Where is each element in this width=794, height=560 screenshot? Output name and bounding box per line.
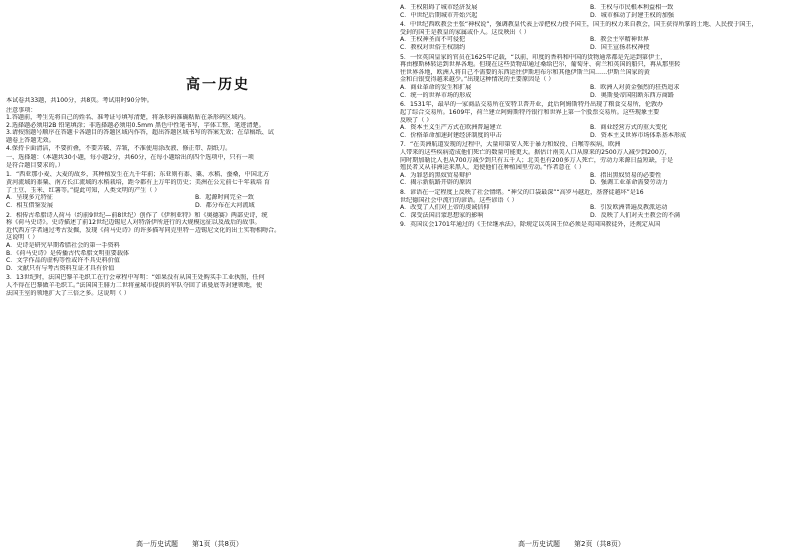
notice-4: 4.保持卡面清洁，不要折叠，不要弄破、弄皱，不准使用涂改液、修正带、刮纸刀。 [6, 144, 232, 152]
q7-line: 殖民者又从非洲运来黑人，追使他们在种植园里劳动。”作者意在（ ） [400, 164, 585, 172]
q3-options-row [400, 12, 788, 20]
q7-line: 人带来的这些疾病造成他们死亡的数量可能更大。据估计南美人口从原来的2500万人减少到200万， [400, 148, 671, 156]
q6-option-d: D．资本主义世界市场体系基本形成 [590, 131, 687, 139]
q1-line: 了土豆、玉米、红薯等。”提此可知，人类文明的产生（ ） [6, 186, 161, 194]
q5-option-c: C．统一的世界市场的形成 [400, 91, 472, 99]
notice-3: 3.请按照题号顺序在答题卡各题目的答题区域内作答，超出答题区域书写的答案无效；在草稿纸、试 [6, 129, 274, 137]
q6-option-b: B．商业经营方式的重大变化 [590, 124, 668, 132]
q1-option-d: D．都分布在大河流域 [195, 201, 255, 209]
q2-option-c: C．文学作品的虚构等性或许不具史料价值 [6, 257, 120, 265]
q3-line: 人不得在巴黎做羊毛织工。”法国国王腓力二世将童城市提供的军队夺回了诺曼底等封建领地，使 [6, 282, 263, 290]
q7-option-c: C．揭示新航路开辟的原因 [400, 179, 472, 187]
q1-line: 黄河流域的黍粟、南方长江流域的水稻栽培，距今都有上万年的历史；美洲在公元前七千年栽培 育 [6, 179, 270, 187]
q6-option-a: A．资本主义生产方式在欧洲普遍建立 [400, 124, 502, 132]
q4-option-a: A．王权神圣而不可侵犯 [400, 36, 466, 44]
q4-line: 受封的国王是教皇的家属或仆人。这反映出（ ） [400, 28, 530, 36]
q3-line: 法国王室的领地扩大了三倍之多。这说明（ ） [6, 289, 130, 297]
q1-options-row [6, 194, 384, 202]
q8-option-b: B．引发欧洲普遍反教派运动 [590, 204, 668, 212]
q3-option-a: A．王权阻碍了城市经济发展 [400, 4, 478, 11]
right-page [400, 0, 778, 560]
q3-option-c: C．中世纪后期城市开始兴起 [400, 11, 478, 19]
page-footer: 高一历史试题 第2页（共8页） [518, 540, 625, 548]
left-page [6, 0, 384, 560]
q4-options-row [400, 36, 788, 44]
q3-option-d: D．城市推动了封建王权的加强 [590, 11, 674, 19]
q1-option-b: B．起源时间完全一致 [195, 194, 255, 202]
q8-option-d: D．反映了人们对天主教会的不满 [590, 211, 681, 219]
q6-option-c: C．价格革命加速封建经济制度的申击 [400, 131, 502, 139]
q4-option-c: C．教权对世俗王权制约 [400, 44, 466, 52]
q2-option-a: A．史诗是研究早期希腊社会的第一手资料 [6, 241, 120, 249]
q6-options-row [400, 124, 788, 132]
q6-line: 6．1531年，最早的一家商品交易所在安特卫普开业，此后阿姆斯特丹出现了粮食交易所，伦敦办 [400, 101, 664, 109]
q5-options-row [400, 92, 788, 100]
q1-options-row [6, 202, 384, 210]
exam-info: 本试卷共33题，共100分，共8页。考试用时90分钟。 [6, 97, 153, 104]
q8-option-a: A．改变了人们对上帝的虔诚信仰 [400, 204, 490, 212]
q5-option-a: A．商业革命的发生和扩展 [400, 84, 472, 92]
q5-option-d: D．奥斯曼帝国阻断东西方商路 [590, 91, 674, 99]
q2-line: 称《荷马史诗》。史诗描述了前12世纪迈锡尼人对特洛伊所进行的大规模远征以及战后的故事。 [6, 219, 261, 227]
section-heading: 一、选择题：（本题共30小题，每小题2分，共60分，在每小题给出的四个选项中，只有一项 [6, 154, 254, 162]
q3-line: 3．13世纪时，法国巴黎羊毛织工在行会章程中写明：“如果没有从国王处购买手工业执照，任何 [6, 274, 265, 282]
q6-line: 反映了（ ） [400, 116, 433, 124]
q7-option-d: D．强调工业革命需要劳动力 [590, 179, 668, 187]
q7-options-row [400, 179, 788, 187]
q3-option-b: B．王权与市民根本利益相一致 [590, 4, 674, 11]
q7-option-b: B．指出黑奴贸易的必要性 [590, 171, 662, 179]
q8-options-row [400, 204, 788, 212]
section-heading-cont: 是符合题目要求的。） [6, 161, 64, 169]
q8-line: 世纪德国社会中流行的谚语。这些谚语（ ） [400, 196, 518, 204]
q7-options-row [400, 172, 788, 180]
q2-option-d: D．文献只有与考古资料互证才具有价值 [6, 264, 115, 272]
q5-line: 5．一位英国皇家的官员在1625年记载，“以前，印度的香料和中国的货物通常都是先运到第伊士， [400, 53, 667, 61]
q5-options-row [400, 84, 788, 92]
q5-line: 往世界各地，欧洲人将自己不需要的东西运往伊斯坦布尔和其他伊斯兰国……伊斯兰国家的黄 [400, 68, 650, 76]
page-footer: 高一历史试题 第1页（共8页） [136, 540, 243, 548]
q9-line: 9．英国议会1701年通过的《王位继承法》，除规定以英国王位必须是英国国教徒外，还规定从国 [400, 221, 661, 229]
q8-line: 8．谚语在一定程度上反映了社会情绪。“神父的口袋最深”“高罗马越近，基督徒越坏”是16 [400, 189, 644, 197]
q6-options-row [400, 132, 788, 140]
q4-line: 4．中世纪西欧教会主张“神权说”，强调教皇代表上帝把权力授予国王，国王的权力来自教会，国王获得所掌的土地、人民授于国王， [400, 21, 758, 29]
q2-line: 2．相传古希腊诗人荷马（约前9世纪—前8世纪）创作了《伊利亚特》和《奥德赛》两部史诗，统 [6, 211, 268, 219]
q5-line: 金和白银变得越来越少。”出现这种情况的主要原因是（ ） [400, 76, 555, 84]
q8-option-c: C．深受法国启蒙思想家的影响 [400, 211, 484, 219]
notice-2: 2.选择题必须用2B 铅笔填涂；非选择题必须用0.5mm 黑色中性笔书写，字体工整，笔迹清楚。 [6, 121, 265, 129]
exam-title: 高一历史 [186, 77, 250, 93]
q2-line: 这说明（ ） [6, 234, 39, 242]
q2-line: 近代西方学者通过考古发掘，发现《荷马史诗》的许多描写同克里特－迈锡尼文化的出土实物相吻合。 [6, 226, 281, 234]
q7-line: 同时期加勒比人也从700万减少到只有五千人；北美也有200多万人死亡，劳动力来源日益短缺，于是 [400, 156, 674, 164]
q4-option-d: D．国王宣扬君权神授 [590, 44, 650, 52]
q5-line: 再由穆斯林转运到世界各地。但现在这些货物却通过桑给巴尔，葡萄牙、荷兰和英国的船只，再从那里转 [400, 61, 681, 69]
q8-options-row [400, 212, 788, 220]
notice-1: 1.答题前，考生先将自己的姓名、准考证号填写清楚，将条形码准确粘贴在条形码区域内。 [6, 114, 250, 122]
notice-3-cont: 题卷上答题无效。 [6, 137, 55, 145]
q5-option-b: B．欧洲人对黄金强烈的狂热追求 [590, 84, 680, 92]
q6-line: 起了综合交易所。1609年，荷兰建立阿姆斯特丹银行和世界上第一个股票交易所。这些现象主要 [400, 108, 660, 116]
q7-option-a: A．为罪恶的黑奴贸易辩护 [400, 171, 472, 179]
q4-options-row [400, 44, 788, 52]
q4-option-b: B．教会主宰精神世界 [590, 36, 650, 44]
notice-heading: 注意事项： [6, 106, 37, 114]
q1-line: 1．“西亚那小麦、大麦的故乡，其种植发生在九千年前；东亚则有黍、粟、水稻、蚕桑，中国北方 [6, 171, 269, 179]
q2-option-b: B．《荷马史诗》是传播古代希腊文明重要载体 [6, 249, 130, 257]
q7-line: 7．“在美洲航道发现的过程中，大量印第安人死于暴力和奴役、白喉等疾病，欧洲 [400, 141, 621, 149]
q1-option-c: C．相互借鉴发展 [6, 201, 53, 209]
q3-options-row [400, 4, 788, 12]
q1-option-a: A．呈现多元特征 [6, 194, 53, 202]
